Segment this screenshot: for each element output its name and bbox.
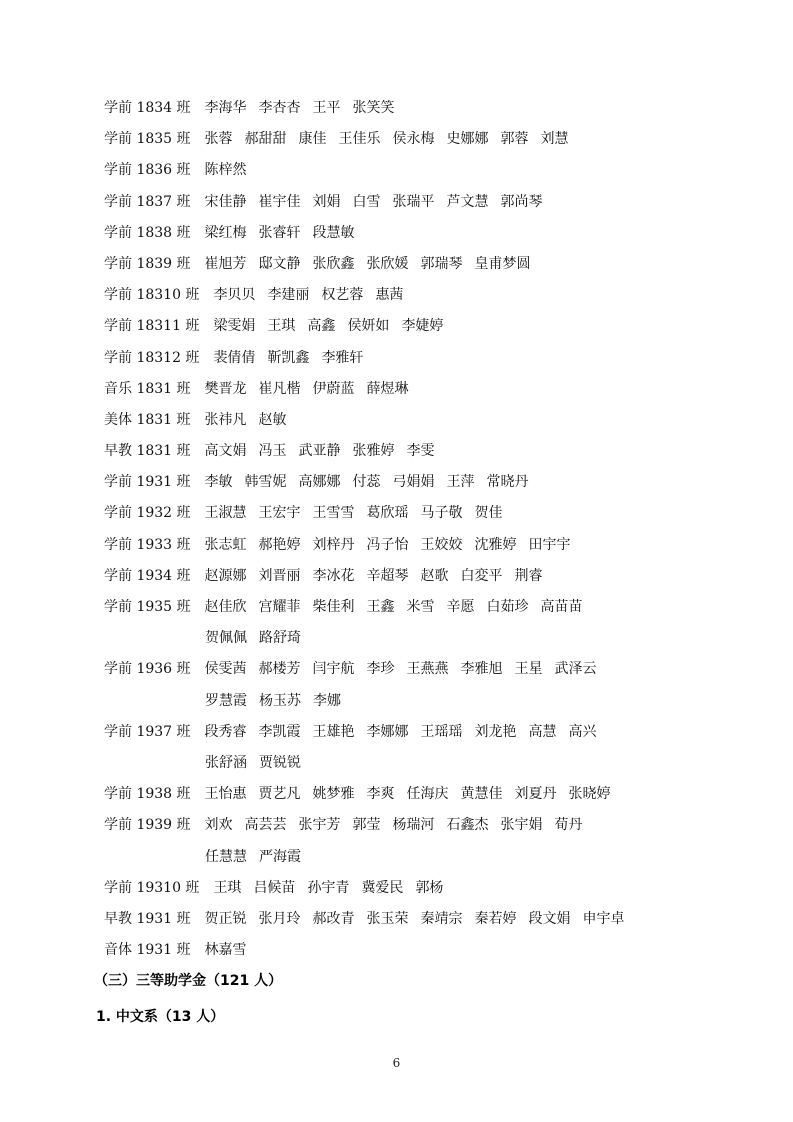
student-name: 薛煜琳 (366, 380, 409, 397)
class-label: 学前 1836 班 (104, 162, 191, 179)
student-name: 赵敏 (258, 411, 287, 428)
student-name: 邸文静 (258, 255, 301, 272)
student-name: 高兴 (568, 723, 597, 740)
student-name: 荆睿 (514, 567, 543, 584)
page-number: 6 (392, 1056, 401, 1070)
class-label: 学前 1835 班 (104, 131, 191, 148)
class-row-continuation (104, 842, 724, 873)
student-name: 闫宇航 (312, 661, 355, 678)
class-label: 学前 1934 班 (104, 567, 191, 584)
student-name: 郭莹 (352, 817, 381, 834)
student-name: 张睿轩 (258, 224, 301, 241)
class-label: 音乐 1831 班 (104, 380, 191, 397)
student-name: 段慧敏 (312, 224, 355, 241)
student-name: 白変平 (460, 567, 503, 584)
student-name: 崔凡楷 (258, 380, 301, 397)
student-name: 张志虹 (204, 536, 247, 553)
student-name: 米雪 (406, 599, 435, 615)
student-name: 宫耀菲 (258, 599, 301, 615)
student-name: 王雄艳 (312, 723, 355, 740)
class-row (104, 311, 724, 342)
student-name: 高鑫 (307, 318, 336, 335)
student-name: 张蓉 (204, 131, 233, 148)
student-name: 梁红梅 (204, 224, 247, 241)
student-name: 姚梦雅 (312, 786, 355, 803)
student-name: 李冰花 (312, 567, 355, 584)
student-name: 王鑫 (366, 599, 395, 615)
class-row (104, 592, 724, 623)
student-name: 宋佳静 (204, 193, 247, 210)
class-row (104, 717, 724, 748)
class-row-continuation (104, 748, 724, 779)
section-heading-chinese-dept: 1. 中文系（13 人） (96, 1008, 225, 1025)
student-name: 张玉荣 (366, 910, 409, 927)
student-name: 张宇娟 (500, 817, 543, 834)
class-label: 学前 1839 班 (104, 255, 191, 272)
student-name: 白雪 (352, 193, 381, 210)
student-name: 侯雯茜 (204, 661, 247, 678)
class-row (104, 530, 724, 561)
student-name: 秦若婷 (474, 910, 517, 927)
class-row (104, 935, 724, 966)
student-name: 冯子怡 (366, 536, 409, 553)
class-row (104, 187, 724, 218)
student-name: 王淑慧 (204, 505, 247, 522)
student-name: 王燕燕 (406, 661, 449, 678)
class-row (104, 155, 724, 186)
class-label: 学前 1938 班 (104, 786, 191, 803)
class-label: 学前 18311 班 (104, 318, 200, 335)
student-name: 高慧 (528, 723, 557, 740)
class-row (104, 498, 724, 529)
class-row (104, 904, 724, 935)
class-row (104, 93, 724, 124)
student-name: 皇甫梦圆 (474, 255, 531, 272)
class-label: 美体 1831 班 (104, 411, 191, 428)
student-name: 李珍 (366, 661, 395, 678)
student-name: 康佳 (298, 131, 327, 148)
student-name: 常晓丹 (486, 474, 529, 491)
class-label: 早教 1831 班 (104, 443, 191, 460)
student-name: 伊蔚蓝 (312, 380, 355, 397)
class-label: 学前 1838 班 (104, 224, 191, 241)
student-name: 葛欣瑶 (366, 505, 409, 522)
student-name: 刘晋丽 (258, 567, 301, 584)
student-name: 武亚静 (298, 443, 341, 460)
student-name: 史娜娜 (446, 131, 489, 148)
student-name: 王星 (514, 661, 543, 678)
student-name: 王琪 (213, 879, 242, 896)
class-row (104, 124, 724, 155)
class-label: 学前 1834 班 (104, 100, 191, 116)
student-name: 刘娟 (312, 193, 341, 210)
student-name: 王瑶瑶 (420, 723, 463, 740)
class-row-continuation (104, 686, 724, 717)
student-name: 贾艺凡 (258, 786, 301, 803)
student-name: 靳凯鑫 (267, 349, 310, 366)
student-name: 李雅轩 (321, 349, 364, 366)
student-name: 梁雯娟 (213, 318, 256, 335)
student-name: 惠茜 (375, 287, 404, 304)
class-row (104, 374, 724, 405)
class-row (104, 249, 724, 280)
class-row (104, 218, 724, 249)
student-name: 秦靖宗 (420, 910, 463, 927)
student-name: 郭蓉 (500, 131, 529, 148)
student-name: 荀丹 (554, 817, 583, 834)
student-name: 沈雅婷 (474, 536, 517, 553)
student-name: 高苗苗 (540, 599, 583, 615)
student-name: 杨瑞河 (392, 817, 435, 834)
class-row (104, 343, 724, 374)
class-label: 学前 1939 班 (104, 817, 191, 834)
student-name: 侯永梅 (392, 131, 435, 148)
student-name: 张晓婷 (568, 786, 611, 803)
student-name: 王琪 (267, 318, 296, 335)
student-name: 刘龙艳 (474, 723, 517, 740)
student-name: 张祎凡 (204, 411, 247, 428)
student-name: 李建丽 (267, 287, 310, 304)
class-label: 学前 1937 班 (104, 723, 191, 740)
section-heading-third-grade-grant: （三）三等助学金（121 人） (94, 973, 283, 990)
student-name: 陈梓然 (204, 162, 247, 179)
student-name: 崔旭芳 (204, 255, 247, 272)
student-name: 王宏宇 (258, 505, 301, 522)
class-row (104, 280, 724, 311)
class-label: 学前 18312 班 (104, 349, 200, 366)
class-label: 学前 1933 班 (104, 536, 191, 553)
student-name: 王佳乐 (338, 131, 381, 148)
student-name: 李娜娜 (366, 723, 409, 740)
class-label: 学前 1931 班 (104, 474, 191, 491)
student-name: 付蕊 (352, 474, 381, 491)
class-label: 学前 1935 班 (104, 599, 191, 615)
class-label: 学前 1837 班 (104, 193, 191, 210)
student-name: 李雯 (406, 443, 435, 460)
student-name: 赵佳欣 (204, 599, 247, 615)
student-name: 任海庆 (406, 786, 449, 803)
class-label: 早教 1931 班 (104, 910, 191, 927)
student-name: 崔宇佳 (258, 193, 301, 210)
student-name: 李娜 (313, 692, 341, 709)
student-name: 王姣姣 (420, 536, 463, 553)
student-name: 韩雪妮 (244, 474, 287, 491)
student-name: 段秀睿 (204, 723, 247, 740)
class-row (104, 561, 724, 592)
student-name: 郭尚琴 (500, 193, 543, 210)
class-row (104, 779, 724, 810)
class-row-continuation (104, 623, 724, 654)
student-name: 弓娟娟 (392, 474, 435, 491)
student-name: 刘欢 (204, 817, 233, 834)
class-label: 学前 1932 班 (104, 505, 191, 522)
student-name: 郝甜甜 (244, 131, 287, 148)
student-name: 贾锐锐 (259, 754, 301, 771)
student-name: 李敏 (204, 474, 233, 491)
student-name: 刘慧 (540, 131, 569, 148)
student-name: 王怡惠 (204, 786, 247, 803)
student-name: 张欣媛 (366, 255, 409, 272)
class-label: 学前 1936 班 (104, 661, 191, 678)
student-name: 王平 (312, 100, 341, 116)
student-name: 吕候苗 (253, 879, 296, 896)
student-name: 李杏杏 (258, 100, 301, 116)
student-name: 王萍 (446, 474, 475, 491)
student-name: 张宇芳 (298, 817, 341, 834)
class-row (104, 405, 724, 436)
student-name: 高芸芸 (244, 817, 287, 834)
student-name: 裴倩倩 (213, 349, 256, 366)
class-row (104, 810, 724, 841)
student-name: 石鑫杰 (446, 817, 489, 834)
student-name: 严海霞 (259, 848, 301, 865)
student-name: 张舒涵 (205, 754, 247, 771)
student-name: 段文娟 (528, 910, 571, 927)
student-name: 刘夏丹 (514, 786, 557, 803)
student-name: 张月玲 (258, 910, 301, 927)
student-name: 樊晋龙 (204, 380, 247, 397)
student-name: 高文娟 (204, 443, 247, 460)
student-name: 武泽云 (554, 661, 597, 678)
student-name: 郝楼芳 (258, 661, 301, 678)
class-row (104, 436, 724, 467)
student-name: 赵歌 (420, 567, 449, 584)
student-name: 刘梓丹 (312, 536, 355, 553)
class-row (104, 873, 724, 904)
student-name: 黄慧佳 (460, 786, 503, 803)
student-name: 辛超琴 (366, 567, 409, 584)
student-name: 郭瑞琴 (420, 255, 463, 272)
student-name: 柴佳利 (312, 599, 355, 615)
student-name: 李婕婷 (401, 318, 444, 335)
student-name: 申宇卓 (582, 910, 625, 927)
student-name: 郝改青 (312, 910, 355, 927)
student-name: 侯妍如 (347, 318, 390, 335)
student-name: 田宇宇 (528, 536, 571, 553)
student-name: 芦文慧 (446, 193, 489, 210)
class-label: 学前 18310 班 (104, 287, 200, 304)
student-name: 贺佩佩 (205, 630, 247, 647)
student-name: 杨玉苏 (259, 692, 301, 709)
student-name: 李海华 (204, 100, 247, 116)
student-name: 贺正锐 (204, 910, 247, 927)
student-name: 张欣鑫 (312, 255, 355, 272)
student-name: 林嘉雪 (204, 942, 247, 959)
student-name: 张笑笑 (352, 100, 395, 116)
student-name: 马子敬 (420, 505, 463, 522)
name-list (94, 93, 724, 997)
student-name: 李贝贝 (213, 287, 256, 304)
class-label: 音体 1931 班 (104, 942, 191, 959)
class-row (104, 654, 724, 685)
student-name: 孙宇青 (307, 879, 350, 896)
student-name: 罗慧霞 (205, 692, 247, 709)
student-name: 李凯霞 (258, 723, 301, 740)
student-name: 李雅旭 (460, 661, 503, 678)
student-name: 冀爱民 (361, 879, 404, 896)
student-name: 白茹珍 (486, 599, 529, 615)
student-name: 李爽 (366, 786, 395, 803)
student-name: 赵源娜 (204, 567, 247, 584)
class-row (104, 467, 724, 498)
student-name: 张瑞平 (392, 193, 435, 210)
student-name: 贺佳 (474, 505, 503, 522)
class-label: 学前 19310 班 (104, 879, 200, 896)
student-name: 张雅婷 (352, 443, 395, 460)
student-name: 高娜娜 (298, 474, 341, 491)
student-name: 任慧慧 (205, 848, 247, 865)
student-name: 权艺蓉 (321, 287, 364, 304)
student-name: 王雪雪 (312, 505, 355, 522)
student-name: 冯玉 (258, 443, 287, 460)
student-name: 路舒琦 (259, 630, 301, 647)
student-name: 郝艳婷 (258, 536, 301, 553)
student-name: 辛愿 (446, 599, 475, 615)
student-name: 郭杨 (415, 879, 444, 896)
